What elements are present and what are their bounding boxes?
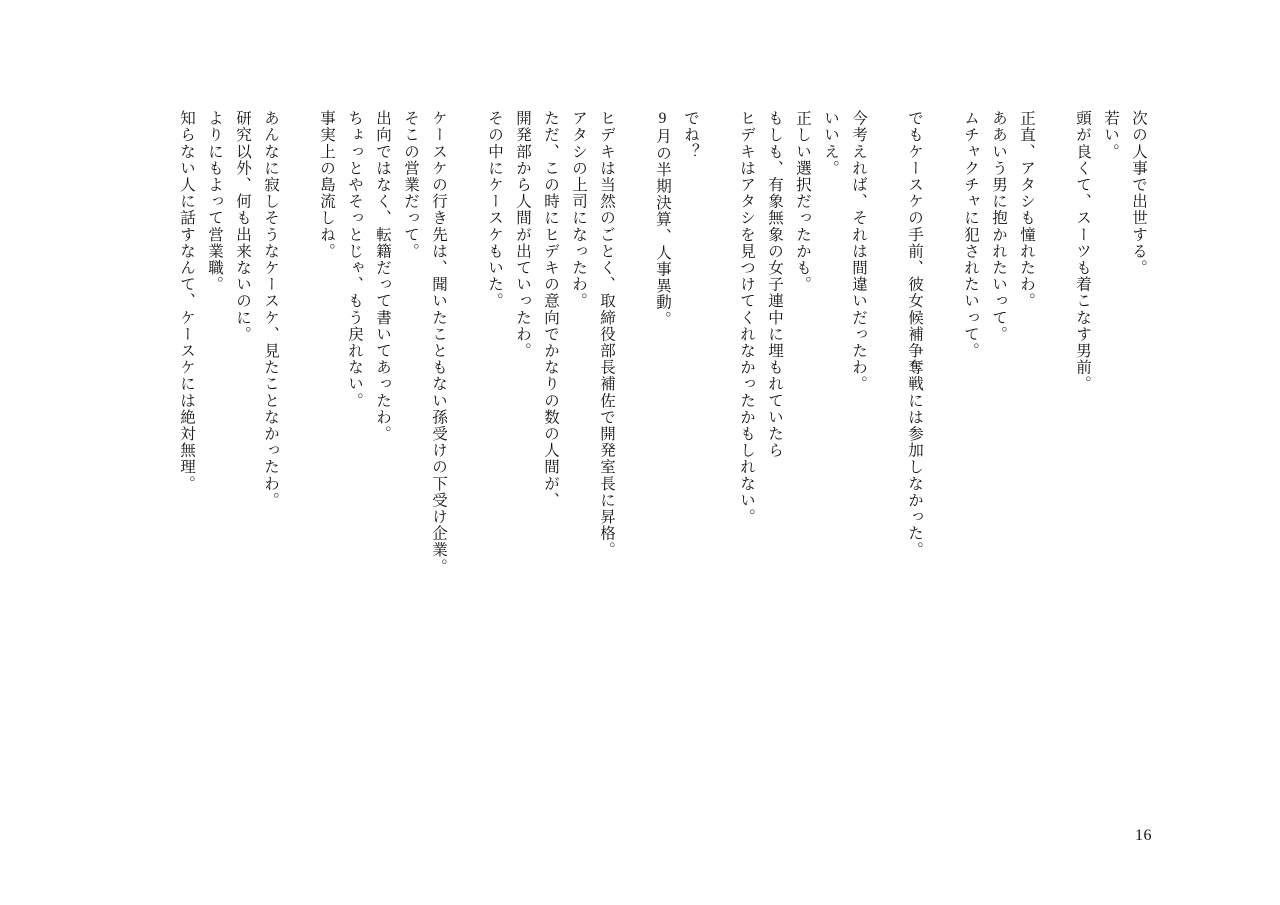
- text-line-blank: [446, 110, 474, 530]
- text-line: アタシの上司になったわ。: [570, 110, 587, 310]
- text-line-blank: [698, 110, 726, 530]
- text-line: 頭が良くて、スーツも着こなす男前。: [1074, 110, 1091, 393]
- text-line-blank: [278, 110, 306, 530]
- text-line: いいえ。: [822, 110, 839, 177]
- text-line: ムチャクチャに犯されたいって。: [962, 110, 979, 359]
- page-number: 16: [1135, 827, 1152, 844]
- text-line: 研究以外、何も出来ないのに。: [234, 110, 251, 343]
- text-line: 出向ではなく、転籍だって書いてあったわ。: [374, 110, 391, 442]
- text-line: ヒデキはアタシを見つけてくれなかったかもしれない。: [738, 110, 755, 525]
- text-line: ケースケの行き先は、聞いたこともない孫受けの下受け企業。: [430, 110, 447, 575]
- text-line-blank: [922, 110, 950, 530]
- text-line: 正しい選択だったかも。: [794, 110, 811, 293]
- text-line: でもケースケの手前、彼女候補争奪戦には参加しなかった。: [906, 110, 923, 559]
- text-line: そこの営業だって。: [402, 110, 419, 260]
- text-line: ああいう男に抱かれたいって。: [990, 110, 1007, 343]
- text-line: 知らない人に話すなんて、ケースケには絶対無理。: [178, 110, 195, 492]
- text-line: ヒデキは当然のごとく、取締役部長補佐で開発室長に昇格。: [598, 110, 615, 559]
- text-line-blank: [1034, 110, 1062, 530]
- text-line: 開発部から人間が出ていったわ。: [514, 110, 531, 359]
- text-line: ただ、この時にヒデキの意向でかなりの数の人間が、: [542, 110, 559, 509]
- text-line: よりにもよって営業職。: [206, 110, 223, 293]
- text-line: 9月の半期決算、人事異動。: [654, 110, 671, 328]
- text-line: 若い。: [1102, 110, 1119, 160]
- text-line-blank: [614, 110, 642, 530]
- text-line: でね？: [682, 110, 699, 160]
- text-line-blank: [866, 110, 894, 530]
- text-line: 正直、アタシも憧れたわ。: [1018, 110, 1035, 310]
- text-line: 次の人事で出世する。: [1130, 110, 1147, 276]
- text-line: 事実上の島流しね。: [318, 110, 335, 260]
- vertical-text-block: [166, 110, 1147, 575]
- text-line: 今考えれば、それは間違いだったわ。: [850, 110, 867, 393]
- text-line: あんなに寂しそうなケースケ、見たことなかったわ。: [262, 110, 279, 509]
- text-line: その中にケースケもいた。: [486, 110, 503, 310]
- text-line: ちょっとやそっとじゃ、もう戻れない。: [346, 110, 363, 409]
- text-line: もしも、有象無象の女子連中に埋もれていたら: [766, 110, 783, 459]
